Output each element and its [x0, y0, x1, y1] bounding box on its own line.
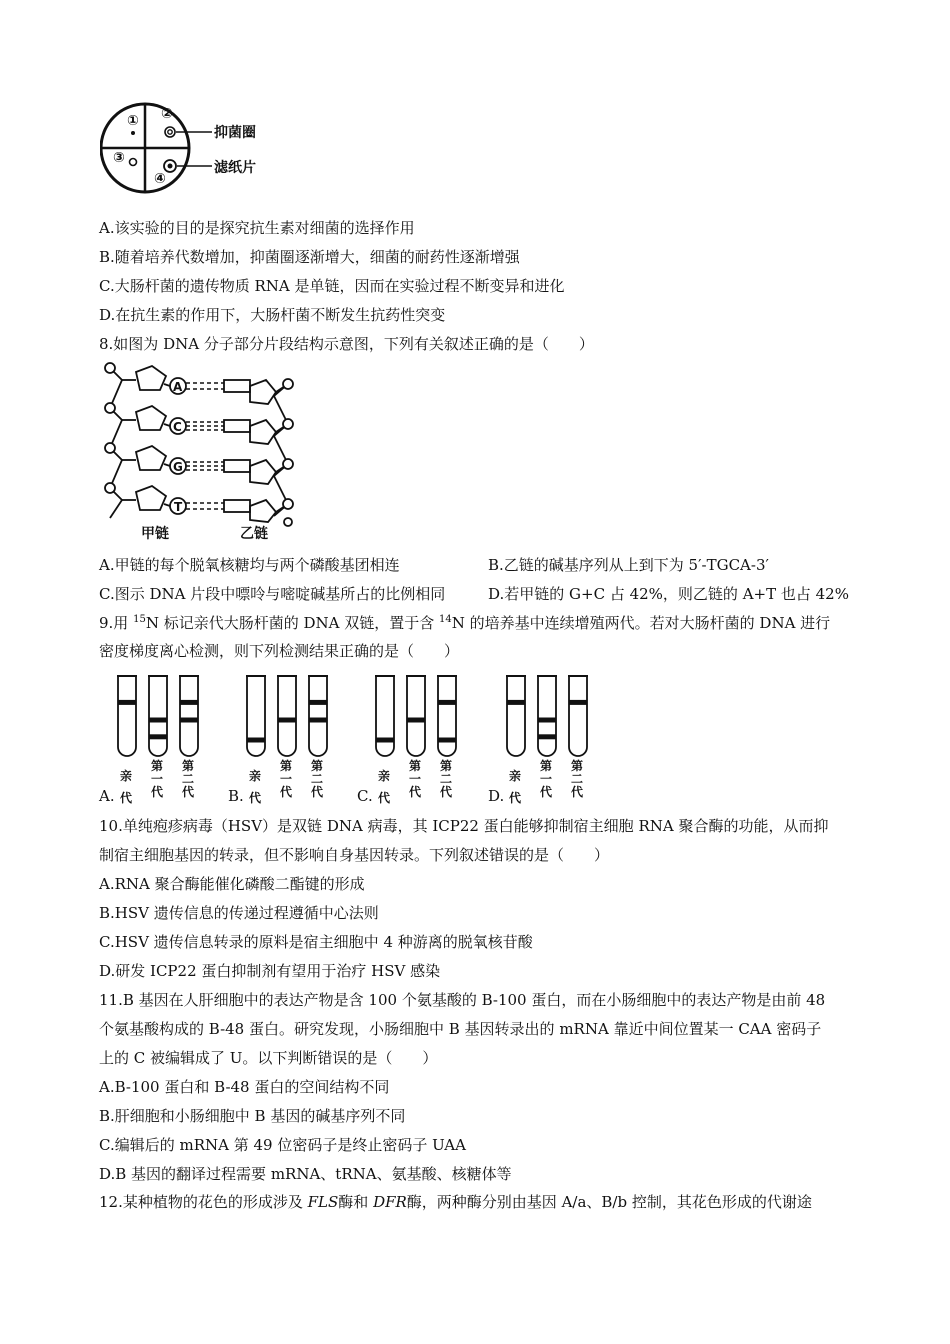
centrifuge-tube — [245, 674, 267, 758]
q10-stem-line2: 制宿主细胞基因的转录，但不影响自身基因转录。下列叙述错误的是（ ） — [99, 846, 610, 864]
tube-label: 第 二 代 — [181, 759, 194, 799]
q8-option-c: C.图示 DNA 片段中嘌呤与嘧啶碱基所占的比例相同 — [99, 585, 446, 603]
centrifuge-tube — [436, 674, 458, 758]
q11-stem-line2: 个氨基酸构成的 B-48 蛋白。研究发现，小肠细胞中 B 基因转录出的 mRNA 靠近中间位置某一 CAA 密码子 — [99, 1020, 822, 1038]
strand-b-label: 乙链 — [240, 526, 268, 542]
dna-band — [538, 718, 556, 723]
tube-label: 第 二 代 — [570, 759, 583, 799]
dna-band — [569, 700, 587, 705]
base-t: T — [174, 500, 183, 514]
dna-band — [438, 738, 456, 743]
q10-option-b: B.HSV 遗传信息的传递过程遵循中心法则 — [99, 904, 379, 922]
q12-stem: 12.某种植物的花色的形成涉及 FLS酶和 DFR酶，两种酶分别由基因 A/a、B/b 控制，其花色形成的代谢途 — [99, 1193, 812, 1211]
dna-band — [247, 738, 265, 743]
tube-label: 第 一 代 — [279, 759, 292, 799]
choice-letter: C. — [357, 787, 373, 805]
q10-option-c: C.HSV 遗传信息转录的原料是宿主细胞中 4 种游离的脱氧核苷酸 — [99, 933, 533, 951]
filter-paper-label: 滤纸片 — [214, 160, 256, 176]
zone-4-label: ④ — [154, 171, 166, 187]
tube-label: 第 一 代 — [408, 759, 421, 799]
centrifuge-tube — [276, 674, 298, 758]
choice-letter: D. — [488, 787, 505, 805]
centrifuge-tube — [505, 674, 527, 758]
tube-label: 亲 代 — [508, 769, 521, 805]
dna-band — [118, 700, 136, 705]
dna-band — [180, 718, 198, 723]
centrifuge-tube — [536, 674, 558, 758]
tube-label: 第 一 代 — [150, 759, 163, 799]
q11-option-d: D.B 基因的翻译过程需要 mRNA、tRNA、氨基酸、核糖体等 — [99, 1165, 512, 1183]
dna-band — [376, 738, 394, 743]
q7-option-b: B.随着培养代数增加，抑菌圈逐渐增大，细菌的耐药性逐渐增强 — [99, 248, 520, 266]
q11-stem-line3: 上的 C 被编辑成了 U。以下判断错误的是（ ） — [99, 1049, 438, 1067]
zone-2-label: ② — [161, 106, 173, 122]
inhibition-ring — [165, 127, 175, 137]
dna-band — [278, 718, 296, 723]
q7-option-d: D.在抗生素的作用下，大肠杆菌不断发生抗药性突变 — [99, 306, 446, 324]
dna-band — [309, 700, 327, 705]
petri-dish-figure — [100, 100, 270, 200]
dna-band — [149, 734, 167, 739]
q11-stem-line1: 11.B 基因在人肝细胞中的表达产物是含 100 个氨基酸的 B-100 蛋白，而在小肠细胞中的表达产物是由前 48 — [99, 991, 826, 1009]
tube-label: 第 二 代 — [310, 759, 323, 799]
dna-band — [149, 718, 167, 723]
inhibition-zone-label: 抑菌圈 — [214, 125, 256, 141]
q11-option-b: B.肝细胞和小肠细胞中 B 基因的碱基序列不同 — [99, 1107, 406, 1125]
q9-stem-line2: 密度梯度离心检测，则下列检测结果正确的是（ ） — [99, 642, 460, 660]
base-c: C — [173, 420, 182, 434]
dna-band — [538, 734, 556, 739]
tube-label: 第 二 代 — [439, 759, 452, 799]
q10-option-d: D.研发 ICP22 蛋白抑制剂有望用于治疗 HSV 感染 — [99, 962, 441, 980]
q7-option-a: A.该实验的目的是探究抗生素对细菌的选择作用 — [99, 219, 415, 237]
tube-label: 亲 代 — [119, 769, 132, 805]
tube-label: 第 一 代 — [539, 759, 552, 799]
choice-letter: A. — [99, 787, 115, 805]
q11-option-a: A.B-100 蛋白和 B-48 蛋白的空间结构不同 — [99, 1078, 390, 1096]
filter-paper-dot — [131, 131, 135, 135]
centrifuge-tube — [116, 674, 138, 758]
q8-option-a: A.甲链的每个脱氧核糖均与两个磷酸基团相连 — [99, 556, 400, 574]
tube-label: 亲 代 — [248, 769, 261, 805]
centrifuge-tube — [307, 674, 329, 758]
strand-a-label: 甲链 — [141, 526, 169, 542]
q11-option-c: C.编辑后的 mRNA 第 49 位密码子是终止密码子 UAA — [99, 1136, 466, 1154]
centrifuge-tube — [147, 674, 169, 758]
tube-label: 亲 代 — [377, 769, 390, 805]
dna-band — [407, 718, 425, 723]
centrifuge-tube — [567, 674, 589, 758]
q7-option-c: C.大肠杆菌的遗传物质 RNA 是单链，因而在实验过程不断变异和进化 — [99, 277, 565, 295]
zone-3-label: ③ — [113, 150, 125, 166]
q8-option-d: D.若甲链的 G+C 占 42%，则乙链的 A+T 也占 42% — [488, 585, 849, 603]
base-a: A — [173, 380, 183, 394]
dna-band — [180, 700, 198, 705]
q8-stem: 8.如图为 DNA 分子部分片段结构示意图，下列有关叙述正确的是（ ） — [99, 335, 594, 353]
q10-option-a: A.RNA 聚合酶能催化磷酸二酯键的形成 — [99, 875, 365, 893]
centrifuge-tube — [374, 674, 396, 758]
base-g: G — [173, 460, 183, 474]
q8-option-b: B.乙链的碱基序列从上到下为 5′-TGCA-3′ — [488, 556, 769, 574]
dna-band — [438, 700, 456, 705]
q9-stem-line1: 9.用 $^{15}$N 标记亲代大肠杆菌的 DNA 双链，置于含 $^{14}$N 的培养基中连续增殖两代。若对大肠杆菌的 DNA 进行 — [99, 614, 831, 632]
centrifuge-tube — [178, 674, 200, 758]
dna-structure-figure — [100, 362, 300, 527]
dna-band — [507, 700, 525, 705]
choice-letter: B. — [228, 787, 244, 805]
zone-1-label: ① — [127, 113, 139, 129]
centrifuge-tube — [405, 674, 427, 758]
dna-band — [309, 718, 327, 723]
q10-stem-line1: 10.单纯疱疹病毒（HSV）是双链 DNA 病毒，其 ICP22 蛋白能够抑制宿主细胞 RNA 聚合酶的功能，从而抑 — [99, 817, 829, 835]
